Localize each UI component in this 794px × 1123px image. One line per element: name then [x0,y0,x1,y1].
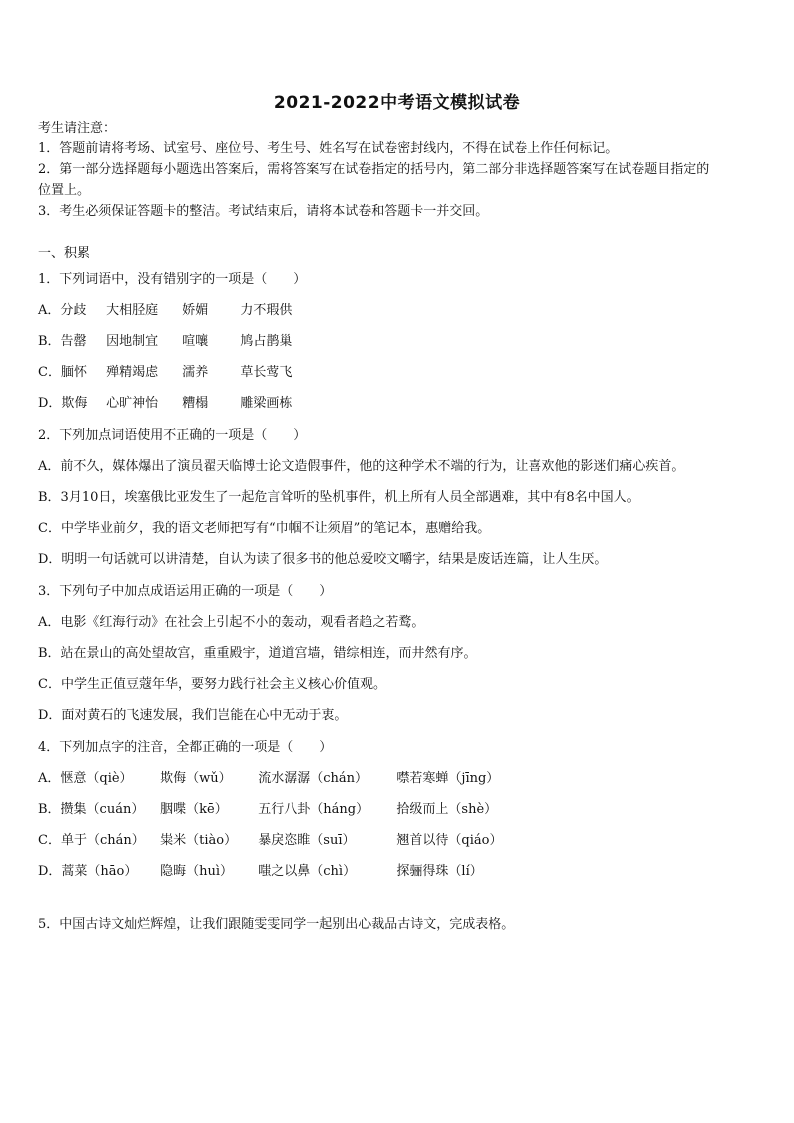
option-word: 力不瑕供 [240,303,293,318]
option-word: 五行八卦（háng） [258,802,370,817]
option-word: 噤若寒蝉（jīng） [396,771,500,786]
option-row: A．电影《红海行动》在社会上引起不小的轰动，观看者趋之若鹜。 [38,615,425,630]
option-word: 喧嚷 [182,334,209,349]
question-stem: 4．下列加点字的注音，全都正确的一项是（ ） [38,740,333,755]
option-word: 大相胫庭 [106,303,159,318]
option-row [38,303,292,319]
option-word: 心旷神怡 [106,396,159,411]
option-row: C．中学生正值豆蔻年华，要努力践行社会主义核心价值观。 [38,677,386,692]
option-row: D．明明一句话就可以讲清楚，自认为读了很多书的他总爱咬文嚼字，结果是废话连篇，让人生厌。 [38,552,608,567]
notice-item: 位置上。 [38,183,91,198]
option-word: 探骊得珠（lí） [396,864,483,879]
option-row [38,833,502,849]
page-title: 2021-2022中考语文模拟试卷 [273,93,521,113]
option-row: D．面对黄石的飞速发展，我们岂能在心中无动于衷。 [38,708,348,723]
question-stem: 3．下列句子中加点成语运用正确的一项是（ ） [38,584,333,599]
option-word: 嗤之以鼻（chì） [258,864,357,879]
option-word: 雕梁画栋 [240,396,293,411]
question-stem: 5．中国古诗文灿烂辉煌，让我们跟随雯雯同学一起别出心裁品古诗文，完成表格。 [38,917,515,932]
option-word: 鸠占鹊巢 [240,334,293,349]
option-word: 濡养 [182,365,209,380]
option-word: 殚精竭虑 [106,365,159,380]
question-stem: 2．下列加点词语使用不正确的一项是（ ） [38,428,307,443]
option-row: B．站在景山的高处望故宫，重重殿宇，道道宫墙，错综相连，而井然有序。 [38,646,477,661]
question-stem: 1．下列词语中，没有错别字的一项是（ ） [38,272,307,287]
option-word: B．攒集（cuán） [38,802,145,817]
notice-item: 1．答题前请将考场、试室号、座位号、考生号、姓名写在试卷密封线内，不得在试卷上作任何标记。 [38,141,619,156]
option-word: 粜米（tiào） [160,833,238,848]
option-word: 草长莺飞 [240,365,293,380]
option-word: A．惬意（qiè） [38,771,133,786]
option-row [38,864,483,880]
option-row: A．前不久，媒体爆出了演员翟天临博士论文造假事件，他的这种学术不端的行为，让喜欢他的影迷们痛心疾首。 [38,459,685,474]
option-word: A．分歧 [38,303,87,318]
option-word: 欺侮（wǔ） [160,771,232,786]
option-row [38,334,292,350]
option-word: 糟榻 [182,396,209,411]
notice-item: 3．考生必须保证答题卡的整洁。考试结束后，请将本试卷和答题卡一并交回。 [38,204,489,219]
option-word: D．蒿菜（hāo） [38,864,138,879]
option-word: 娇媚 [182,303,209,318]
option-row [38,771,499,787]
option-word: C．腼怀 [38,365,87,380]
option-word: 因地制宜 [106,334,159,349]
notice-item: 2．第一部分选择题每小题选出答案后，需将答案写在试卷指定的括号内，第二部分非选择题答案写在试卷题目指定的 [38,162,710,177]
option-word: D．欺侮 [38,396,88,411]
option-word: B．告罄 [38,334,87,349]
option-word: 拾级而上（shè） [396,802,498,817]
option-row [38,802,497,818]
section-heading: 一、积累 [38,246,91,261]
option-row [38,396,292,412]
option-row: C．中学毕业前夕，我的语文老师把写有“巾帼不让须眉”的笔记本，惠赠给我。 [38,521,491,536]
notice-heading: 考生请注意： [38,121,117,136]
option-word: 胭喋（kē） [160,802,228,817]
option-row: B．3月10日，埃塞俄比亚发生了一起危言耸听的坠机事件，机上所有人员全部遇难，其中有8名中国人。 [38,490,640,505]
option-row [38,365,292,381]
option-word: 隐晦（huì） [160,864,234,879]
option-word: 暴戾恣睢（suī） [258,833,356,848]
option-word: C．单于（chán） [38,833,145,848]
option-word: 流水潺潺（chán） [258,771,369,786]
option-word: 翘首以待（qiáo） [396,833,503,848]
